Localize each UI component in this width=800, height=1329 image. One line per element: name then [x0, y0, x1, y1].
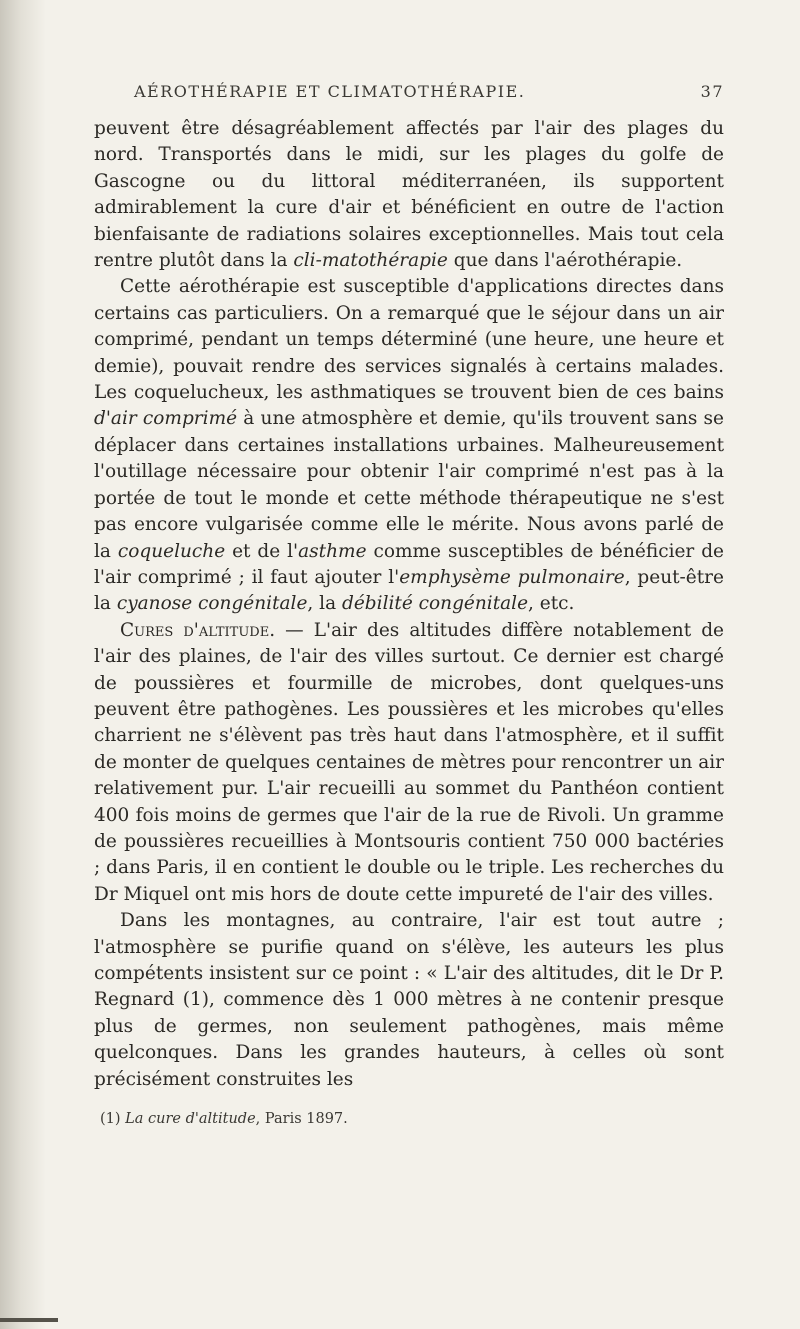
italic-term: d'air comprimé	[94, 408, 238, 430]
bottom-edge-mark	[0, 1318, 58, 1322]
body-text	[94, 116, 724, 1093]
running-head-title: AÉROTHÉRAPIE ET CLIMATOTHÉRAPIE.	[134, 82, 526, 101]
text-run: à une atmosphère et demie, qu'ils trouvent sans se déplacer dans certaines installations urbaines. Malheureusement l'outillage nécessaire pour obtenir l'air comprimé n'est pas à la portée de tout le monde et cette méthode thérapeutique ne s'est pas encore vulgarisée comme elle le mérite. Nous avons parlé de la	[94, 408, 724, 562]
footnote-marker: (1)	[100, 1111, 126, 1128]
page-edge-shadow	[0, 0, 46, 1329]
text-run: — L'air des altitudes diffère notablement de l'air des plaines, de l'air des villes surtout. Ce dernier est chargé de poussières et fourmille de microbes, dont quelques-uns peuvent être pathogènes. Les poussières et les microbes qu'elles charrient ne s'élèvent pas très haut dans l'atmosphère, et il suffit de monter de quelques centaines de mètres pour rencontrer un air relativement pur. L'air recueilli au sommet du Panthéon contient 400 fois moins de germes que l'air de la rue de Rivoli. Un gramme de poussières recueillies à Montsouris contient 750 000 bactéries ; dans Paris, il en contient le double ou le triple. Les recherches du Dr Miquel ont mis hors de doute cette impureté de l'air des villes.	[94, 619, 724, 905]
paragraph	[94, 618, 724, 908]
text-run: , etc.	[528, 593, 575, 615]
footnote-work-title: La cure d'altitude	[125, 1111, 256, 1128]
text-run: que dans l'aérothérapie.	[447, 250, 683, 272]
section-heading: Cures d'altitude.	[120, 619, 276, 641]
page-number: 37	[700, 82, 724, 101]
text-run: peuvent être désagréablement affectés par l'air des plages du nord. Transportés dans le midi, sur les plages du golfe de Gascogne ou du littoral méditerranéen, ils supportent admirablement la cure d'air et bénéficient en outre de l'action bienfaisante de radiations solaires exceptionnelles. Mais tout cela rentre plutôt dans la	[94, 118, 724, 272]
book-page	[94, 82, 724, 1127]
italic-term: coqueluche	[117, 540, 226, 562]
text-run: , la	[307, 593, 343, 615]
paragraph	[94, 116, 724, 274]
italic-term: cli-matothérapie	[293, 250, 448, 272]
paragraph	[94, 908, 724, 1093]
paragraph	[94, 274, 724, 617]
text-run: , peut-être la	[94, 566, 724, 615]
text-run: comme susceptibles de bénéficier de l'air comprimé ; il faut ajouter l'	[94, 540, 725, 588]
text-run: Dans les montagnes, au contraire, l'air est tout autre ; l'atmosphère se purifie quand on s'élève, les auteurs les plus compétents insistent sur ce point : « L'air des altitudes, dit le Dr P. Regnard (1), commence dès 1 000 mètres à ne contenir presque plus de germes, non seulement pathogènes, mais même quelconques. Dans les grandes hauteurs, à celles où sont précisément construites les	[94, 910, 724, 1090]
italic-term: emphysème pulmonaire	[399, 566, 625, 588]
running-head	[94, 82, 724, 108]
italic-term: cyanose congénitale	[116, 593, 308, 615]
italic-term: débilité congénitale	[342, 593, 529, 615]
text-run: Cette aérothérapie est susceptible d'applications directes dans certains cas particuliers. On a remarqué que le séjour dans un air comprimé, pendant un temps déterminé (une heure, une heure et demie), pouvait rendre des services signalés à certains malades. Les coquelucheux, les asthmatiques se trouvent bien de ces bains	[94, 276, 724, 404]
footnote-details: , Paris 1897.	[255, 1111, 348, 1128]
footnote	[100, 1111, 724, 1127]
italic-term: asthme	[298, 540, 367, 562]
text-run: et de l'	[225, 540, 299, 562]
